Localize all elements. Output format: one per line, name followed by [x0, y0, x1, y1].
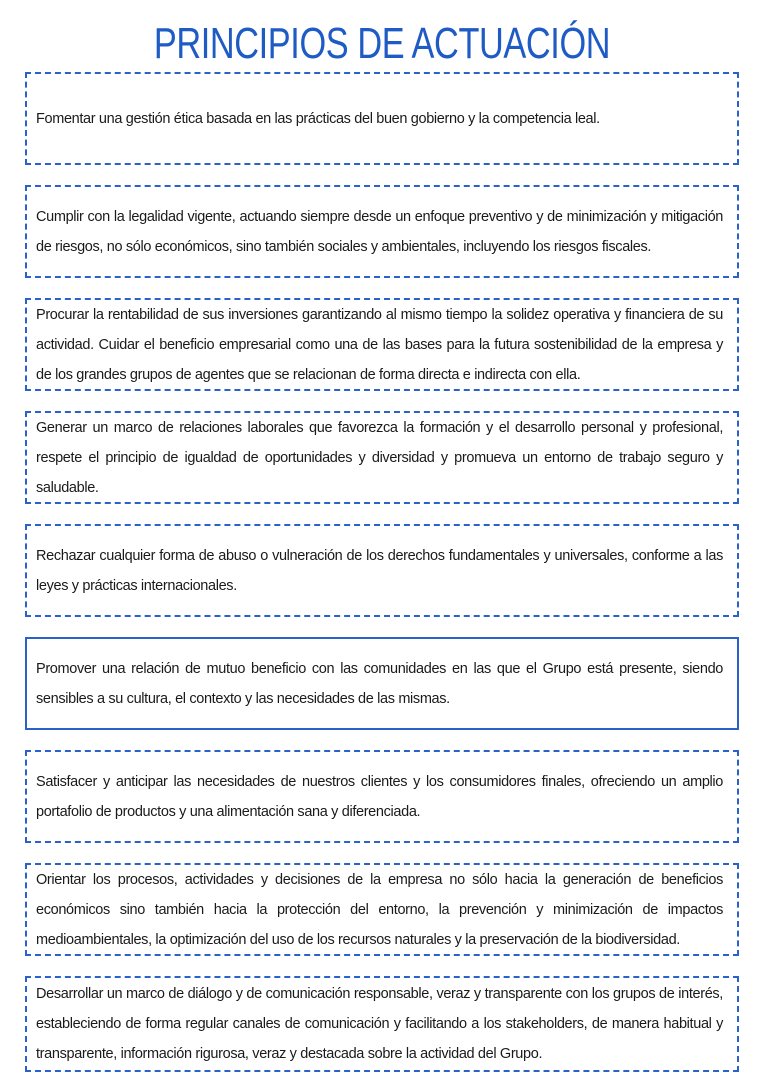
principle-text: Promover una relación de mutuo beneficio con las comunidades en las que el Grupo está presente, siendo sensibles a su cultura, el contexto y las necesidades de las mismas.	[36, 660, 723, 707]
principle-box-1	[25, 72, 739, 165]
principle-text: Satisfacer y anticipar las necesidades de nuestros clientes y los consumidores finales, ofreciendo un amplio portafolio de productos y una alimentación sana y diferenciada.	[36, 773, 723, 820]
principle-text: Generar un marco de relaciones laborales que favorezca la formación y el desarrollo personal y profesional, respete el principio de igualdad de oportunidades y diversidad y promueva un entorno de trabajo seguro y saludable.	[36, 419, 723, 496]
principle-box-7	[25, 750, 739, 843]
principle-box-3	[25, 298, 739, 391]
principle-text: Desarrollar un marco de diálogo y de comunicación responsable, veraz y transparente con los grupos de interés, estableciendo de forma regular canales de comunicación y facilitando a los stakeholders, de manera habitual y transparente, información rigurosa, veraz y destacada sobre la actividad del Grupo.	[36, 986, 723, 1062]
principle-box-5	[25, 524, 739, 617]
principle-text: Orientar los procesos, actividades y decisiones de la empresa no sólo hacia la generación de beneficios económicos sino también hacia la protección del entorno, la prevención y minimización de impactos medioambientales, la optimización del uso de los recursos naturales y la preservación de la biodiversidad.	[36, 871, 723, 948]
page-title: PRINCIPIOS DE ACTUACIÓN	[153, 19, 611, 68]
principle-box-4	[25, 411, 739, 504]
principle-box-2	[25, 185, 739, 278]
principle-box-6	[25, 637, 739, 730]
principle-text: Cumplir con la legalidad vigente, actuando siempre desde un enfoque preventivo y de minimización y mitigación de riesgos, no sólo económicos, sino también sociales y ambientales, incluyendo los riesgos fiscales.	[36, 208, 723, 255]
principle-text: Procurar la rentabilidad de sus inversiones garantizando al mismo tiempo la solidez operativa y financiera de su actividad. Cuidar el beneficio empresarial como una de las bases para la futura sostenibilidad de la empresa y de los grandes grupos de agentes que se relacionan de forma directa e indirecta con ella.	[36, 306, 723, 383]
principle-text: Fomentar una gestión ética basada en las prácticas del buen gobierno y la competencia leal.	[36, 110, 600, 127]
principle-box-9	[25, 976, 739, 1072]
principle-box-8	[25, 863, 739, 956]
principle-text: Rechazar cualquier forma de abuso o vulneración de los derechos fundamentales y universales, conforme a las leyes y prácticas internacionales.	[36, 547, 723, 594]
